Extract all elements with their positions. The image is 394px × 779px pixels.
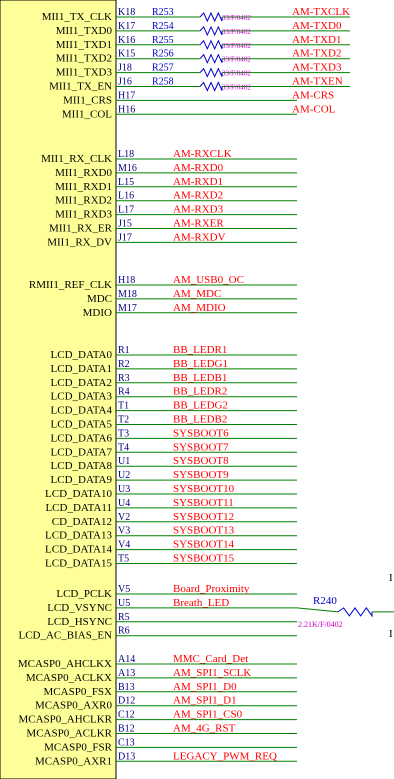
- pin-signal-label: MCASP0_AXR0: [34, 699, 112, 712]
- pin-number: V5: [118, 584, 131, 595]
- pin-number: R4: [118, 386, 130, 398]
- pin-signal-label: MII1_RXD3: [55, 208, 112, 221]
- pin-number: U2: [118, 470, 131, 482]
- resistor-value: 2.21K/F/0402: [298, 619, 343, 629]
- net-label: SYSBOOT12: [173, 510, 235, 523]
- resistor-symbol: [200, 13, 222, 21]
- pin-number: T3: [118, 428, 130, 440]
- resistor-value: 33/F/0402: [222, 69, 251, 78]
- pin-number: K15: [118, 48, 136, 60]
- net-label: SYSBOOT6: [173, 427, 229, 440]
- net-label: SYSBOOT7: [173, 441, 229, 454]
- pin-signal-label: LCD_VSYNC: [47, 601, 112, 614]
- pin-number: B13: [118, 681, 135, 693]
- pin-number: J18: [118, 62, 132, 74]
- net-label: AM-COL: [292, 103, 336, 116]
- pin-signal-label: LCD_PCLK: [56, 588, 112, 600]
- pin-signal-label: MII1_COL: [61, 108, 112, 121]
- pin-signal-label: MII1_TXD3: [55, 66, 112, 79]
- pin-signal-label: LCD_DATA4: [50, 404, 112, 417]
- pin-number: C13: [118, 737, 135, 749]
- pin-signal-label: MII1_TX_EN: [49, 80, 112, 93]
- net-label: AM_SPI1_D0: [173, 680, 237, 693]
- pin-number: T2: [118, 414, 130, 426]
- pin-number: K17: [118, 20, 136, 32]
- pin-number: J17: [118, 232, 132, 244]
- pin-number: K18: [118, 7, 136, 18]
- pin-signal-label: MCASP0_FSR: [44, 741, 112, 754]
- pin-number: K16: [118, 34, 136, 46]
- resistor-value: 33/F/0402: [222, 41, 251, 50]
- pin-signal-label: MDC: [86, 292, 112, 305]
- resistor-symbol: [200, 41, 222, 49]
- net-label: AM-RXCLK: [173, 148, 232, 160]
- net-label: MMC_Card_Det: [173, 653, 249, 665]
- pin-signal-label: MII1_RX_ER: [49, 222, 112, 235]
- pin-signal-label: LCD_DATA2: [50, 376, 112, 389]
- pin-number: H16: [118, 104, 136, 116]
- net-label: SYSBOOT11: [173, 496, 234, 509]
- net-label: AM_4G_RST: [173, 722, 236, 735]
- pin-signal-label: LCD_HSYNC: [47, 615, 112, 628]
- pin-number: D12: [118, 695, 136, 707]
- pin-number: T5: [118, 553, 130, 565]
- pin-signal-label: LCD_DATA3: [50, 390, 112, 403]
- pin-signal-label: RMII1_REF_CLK: [28, 279, 112, 291]
- resistor-ref: R240: [313, 594, 337, 607]
- net-label: AM_USB0_OC: [173, 274, 244, 286]
- net-label: BB_LEDB1: [173, 371, 228, 384]
- pin-number: H18: [118, 275, 136, 286]
- net-label: AM-CRS: [292, 89, 335, 102]
- pin-number: J16: [118, 76, 132, 88]
- net-label: AM_MDIO: [173, 301, 226, 314]
- pin-signal-label: MII1_TXD0: [55, 24, 112, 37]
- pin-signal-label: CD_DATA12: [51, 515, 112, 528]
- pin-signal-label: LCD_DATA7: [50, 446, 112, 459]
- net-label: AM_SPI1_SCLK: [173, 666, 252, 679]
- pin-number: U3: [118, 484, 131, 495]
- pin-number: U4: [118, 497, 131, 509]
- net-label: AM_SPI1_CS0: [173, 708, 243, 721]
- pin-number: L18: [118, 149, 135, 160]
- resistor-value: 33/F/0402: [222, 14, 251, 22]
- pin-number: J15: [118, 218, 132, 230]
- pin-number: M18: [118, 288, 137, 300]
- pin-signal-label: MCASP0_AXR1: [34, 755, 112, 768]
- pin-signal-label: MII1_TX_CLK: [41, 11, 112, 23]
- pin-signal-label: MCASP0_AHCLKR: [18, 713, 112, 726]
- net-label: AM-TXD3: [292, 61, 342, 74]
- net-label: BB_LEDG1: [173, 357, 228, 370]
- pin-number: R5: [118, 611, 130, 623]
- pin-number: C12: [118, 709, 135, 721]
- net-label: LEGACY_PWM_REQ: [173, 750, 277, 763]
- pin-signal-label: LCD_DATA9: [50, 474, 112, 487]
- pin-number: R6: [118, 625, 130, 637]
- resistor-ref: R257: [152, 62, 174, 74]
- net-label: AM_SPI1_D1: [173, 694, 237, 707]
- pin-number: R2: [118, 358, 130, 370]
- pin-signal-label: LCD_DATA5: [50, 418, 112, 431]
- pin-signal-label: MII1_RXD2: [55, 194, 112, 207]
- pin-signal-label: LCD_DATA13: [45, 529, 112, 542]
- pin-number: V2: [118, 511, 131, 523]
- pin-number: R3: [118, 372, 130, 384]
- pin-number: A13: [118, 667, 136, 679]
- pin-number: L16: [118, 190, 135, 202]
- net-label: SYSBOOT10: [173, 483, 235, 495]
- pin-signal-label: LCD_DATA6: [50, 432, 112, 445]
- pin-signal-label: MCASP0_ACLKR: [26, 727, 112, 740]
- pin-signal-label: LCD_DATA14: [45, 543, 112, 556]
- pin-number: V4: [118, 539, 131, 551]
- net-label: BB_LEDR2: [173, 385, 228, 398]
- pin-number: T1: [118, 400, 130, 412]
- net-label: AM-RXER: [173, 217, 224, 230]
- pin-number: M16: [118, 162, 137, 174]
- pin-number: L17: [118, 204, 135, 216]
- resistor-ref: R254: [152, 20, 174, 32]
- pin-signal-label: LCD_DATA10: [45, 488, 112, 500]
- net-label: AM-RXD0: [173, 161, 224, 174]
- net-label: AM-RXDV: [173, 231, 226, 244]
- pin-number: M17: [118, 302, 137, 314]
- net-label: BB_LEDG2: [173, 399, 228, 412]
- pin-number: V3: [118, 525, 131, 537]
- resistor-value: 33/F/0402: [222, 83, 251, 92]
- pin-number: U5: [118, 597, 131, 609]
- pin-signal-label: MCASP0_AHCLKX: [17, 658, 112, 670]
- edge-fragment-upper: I: [389, 572, 393, 584]
- pin-signal-label: MCASP0_FSX: [43, 685, 112, 698]
- resistor-ref: R256: [152, 48, 174, 60]
- resistor-symbol: [200, 27, 222, 35]
- net-label: BB_LEDR1: [173, 344, 228, 356]
- edge-fragment-lower: I: [389, 628, 393, 640]
- net-label: SYSBOOT9: [173, 469, 229, 482]
- resistor-ref: R255: [152, 34, 174, 46]
- net-label: SYSBOOT8: [173, 455, 229, 468]
- net-label: AM-TXEN: [292, 75, 343, 88]
- resistor-symbol: [200, 83, 222, 91]
- pin-signal-label: MII1_CRS: [63, 94, 112, 107]
- pin-signal-label: LCD_DATA1: [50, 362, 112, 375]
- resistor-ref: R258: [152, 76, 174, 88]
- net-label: AM_MDC: [173, 287, 222, 300]
- pin-signal-label: MII1_RXD1: [55, 180, 112, 193]
- pin-signal-label: MII1_RXD0: [55, 166, 112, 179]
- net-label: AM-TXD2: [292, 47, 342, 60]
- net-label: SYSBOOT13: [173, 524, 235, 537]
- net-label: SYSBOOT14: [173, 538, 235, 551]
- resistor-value: 33/F/0402: [222, 55, 251, 64]
- wire: [297, 608, 338, 612]
- pin-signal-label: MII1_TXD2: [55, 52, 112, 65]
- net-label: AM-RXD2: [173, 189, 224, 202]
- pin-signal-label: MII1_RX_CLK: [41, 153, 112, 165]
- pin-signal-label: LCD_DATA8: [50, 460, 112, 473]
- pin-number: B12: [118, 723, 135, 735]
- net-label: AM-RXD1: [173, 175, 224, 188]
- pin-signal-label: MII1_RX_DV: [47, 236, 112, 249]
- pin-number: D13: [118, 751, 136, 763]
- pin-number: R1: [118, 345, 130, 356]
- net-label: AM-RXD3: [173, 203, 224, 216]
- net-label: SYSBOOT15: [173, 552, 235, 565]
- resistor-symbol: [200, 69, 222, 77]
- resistor-symbol: [338, 608, 372, 616]
- pin-signal-label: LCD_DATA15: [45, 557, 112, 570]
- net-label: AM-TXD0: [292, 19, 342, 32]
- pin-signal-label: LCD_DATA11: [45, 501, 112, 514]
- pin-number: A14: [118, 654, 136, 665]
- net-label: BB_LEDB2: [173, 413, 228, 426]
- resistor-symbol: [200, 55, 222, 63]
- pin-number: L15: [118, 176, 135, 188]
- resistor-value: 33/F/0402: [222, 27, 251, 36]
- pin-signal-label: MDIO: [82, 306, 112, 319]
- pin-signal-label: MCASP0_ACLKX: [25, 671, 112, 684]
- net-label: AM-TXCLK: [292, 6, 351, 18]
- pin-number: T4: [118, 442, 130, 454]
- pin-signal-label: MII1_TXD1: [55, 38, 112, 51]
- resistor-ref: R253: [152, 7, 174, 18]
- net-label: AM-TXD1: [292, 33, 342, 46]
- pin-signal-label: LCD_DATA0: [50, 349, 112, 361]
- net-label: Board_Proximity: [173, 583, 250, 595]
- pin-number: U1: [118, 456, 131, 468]
- net-label: Breath_LED: [173, 596, 230, 609]
- pin-number: H17: [118, 90, 136, 102]
- pin-signal-label: LCD_AC_BIAS_EN: [18, 629, 112, 642]
